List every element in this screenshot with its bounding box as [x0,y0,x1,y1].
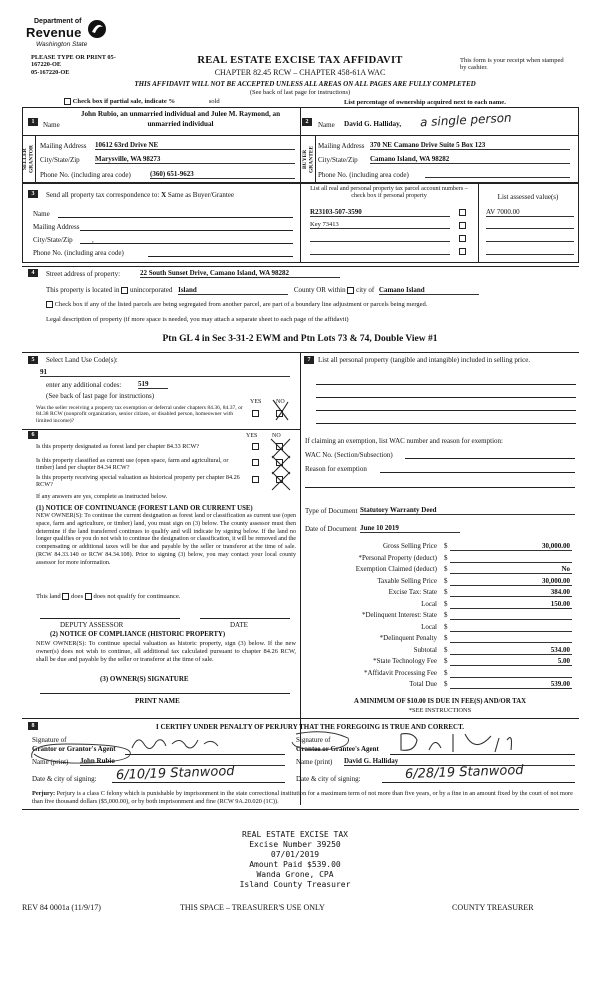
subtotal-value[interactable]: 534.00 [450,646,572,655]
treasurer-only-label: THIS SPACE – TREASURER'S USE ONLY [180,903,325,912]
exemption-claim-label: If claiming an exemption, list WAC number and reason for exemption: [305,437,503,445]
correspondence-phone-label: Phone No. (including area code) [33,249,124,257]
delinquent-interest-local-value[interactable] [450,623,572,632]
legal-description-field[interactable]: Ptn GL 4 in Sec 3-31-2 EWM and Ptn Lots 73 & 74, Double View #1 [162,334,438,344]
see-back-note: (See back of last page for instructions) [249,89,351,96]
buyer-city-label: City/State/Zip [318,156,358,164]
buyer-name-label: Name [318,121,335,129]
qualify-row [36,593,180,601]
parcel-1[interactable]: R23103-507-3590 [310,208,450,217]
county-field[interactable]: Island [178,286,288,295]
section-7-number: 7 [304,356,314,364]
grantee-name-label: Name (print) [296,758,333,766]
print-name-label: PRINT NAME [135,697,180,705]
revenue-wordmark: Revenue [26,25,82,40]
exemption-claimed-row: Exemption Claimed (deduct) $ No [355,565,570,573]
assessed-4[interactable] [486,247,574,255]
perjury-label: Perjury: [32,790,56,797]
minimum-fee-note: A MINIMUM OF $10.00 IS DUE IN FEE(S) AND/OR TAX [353,698,527,705]
ownership-note: List percentage of ownership acquired next to each name. [344,99,506,106]
treasurer-stamp [175,830,415,890]
seller-grantor-label: SELLER GRANTOR [22,145,35,174]
buyer-handwritten-status: a single person [419,110,512,130]
delinquent-penalty-value[interactable] [450,634,572,643]
seller-name-field[interactable]: John Rubio, an unmarried individual and Julee M. Raymond, an unmarried individual [80,110,281,128]
washington-state-text: Washington State [36,41,88,48]
county-treasurer-label: COUNTY TREASURER [452,903,534,912]
unincorporated-label: unincorporated [129,286,173,294]
city-field[interactable]: Camano Island [379,286,479,295]
land-use-field[interactable]: 91 [40,368,290,377]
parcel-4-personal-checkbox[interactable] [459,248,466,255]
doc-type-label: Type of Document [305,507,358,515]
parcel-4[interactable] [310,247,450,255]
seller-mailing-label: Mailing Address [40,142,87,150]
reference-number: 05-167220-OE [31,69,70,76]
delinquent-penalty-row: *Delinquent Penalty $ [322,634,572,645]
exemption-yes-checkbox[interactable] [252,410,259,417]
assessed-3[interactable] [486,234,574,242]
yes-header-6: YES [246,433,258,439]
correspondence-city-label: City/State/Zip [33,236,73,244]
owner-signature-label: (3) OWNER(S) SIGNATURE [100,675,189,683]
no-header-5: NO [276,399,285,405]
form-number: REV 84 0001a (11/9/17) [22,903,101,912]
section-5-number: 5 [28,356,38,364]
partial-sale-row [64,98,584,107]
total-due-row: Total Due $ 539.00 [409,680,570,688]
buyer-phone-field[interactable] [425,170,570,178]
delinquent-interest-local-row: Local $ [322,623,572,634]
section-6-number: 6 [28,431,38,439]
taxable-selling-value[interactable]: 30,000.00 [450,577,572,586]
buyer-mailing-label: Mailing Address [318,142,365,150]
forest-question: Is this property designated as forest land per chapter 84.33 RCW? [36,443,200,450]
buyer-name-field[interactable]: David G. Halliday, [344,120,402,128]
exemption-no-checkmark [270,398,292,424]
assessed-1[interactable]: AV 7000.00 [486,208,574,217]
dept-of-text: Department of [34,18,82,25]
doc-date-label: Date of Document [305,525,357,533]
correspondence-row [46,191,296,199]
excise-local-row: Local $ 150.00 [421,599,570,608]
grantee-date-label: Date & city of signing: [296,775,361,783]
historical-question: Is this property receiving special valuation as historical property per chapter 84.26 RCW? [36,474,240,489]
same-as-label: Same as Buyer/Grantee [167,191,234,199]
located-label: This property is located in [46,286,120,294]
processing-fee-value[interactable] [450,669,572,678]
section-1-number: 1 [28,118,38,126]
section-4-number: 4 [28,269,38,277]
form-subtitle: CHAPTER 82.45 RCW – CHAPTER 458-61A WAC [214,68,386,77]
reason-label: Reason for exemption [305,465,367,473]
correspondence-name-label: Name [33,210,50,218]
historical-yes-checkbox[interactable] [252,476,259,483]
grantee-name-field[interactable]: David G. Halliday [344,757,575,766]
unincorporated-checkbox[interactable] [121,287,128,294]
notice-compliance-body: NEW OWNER(S): To continue special valuation as historic property, sign (3) below. If the new owner(s) does not wish to continue, all additional tax calculated pursuant to chapter 84.26 RCW, shall be due and payable by the seller or transferor at the time of sale. [36,640,296,663]
stamp-treasurer-title: Island County Treasurer [239,880,351,889]
grantor-name-field[interactable]: John Rubio [80,757,285,766]
stamp-treasurer-name: Wanda Grone, CPA [256,870,334,879]
perjury-text: Perjury is a class C felony which is punishable by imprisonment in the state correctional institution for a maximum term of not more than five years, or by a fine in an amount fixed by the court of not more than five thousand dollars ($5,000.00), or by both imprisonment and fine (RCW 9A.20.020 (1C)). [32,790,573,805]
sold-label: sold [208,98,220,106]
county-label: County OR within [293,286,346,294]
personal-property-value[interactable] [450,554,572,563]
grantee-signature [395,730,535,756]
current-use-yes-checkbox[interactable] [252,459,259,466]
forest-yes-checkbox[interactable] [252,443,259,450]
section-2-number: 2 [302,118,312,126]
this-land-label: This land [36,593,61,601]
buyer-mailing-field[interactable]: 370 NE Camano Drive Suite 5 Box 123 [370,141,570,150]
perjury-row [32,790,577,806]
street-label: Street address of property: [46,270,121,278]
see-back-5: (See back of last page for instructions) [46,392,155,400]
notice-continuance-body: NEW OWNER(S): To continue the current designation as forest land or classification as current use (open space, farm and agriculture, or timber) land, you must sign on (3) below. The county assessor must then determine if the land transferred continues to qualify and will indicate by signing below. If the land no longer qualifies or you do not wish to continue the designation or classification, it will be removed and the compensating or additional taxes will be due and payable by the seller or transferor at the time of sale. (RCW 84.33.140 or RCW 84.34.108). Prior to signing (3) below, you may contact your local county assessor for more information. [36,513,296,566]
segregated-row [46,301,576,308]
parcel-3[interactable] [310,234,450,242]
current-use-question: Is this property classified as current use (open space, farm and agricultural, or timber) land per chapter 84.34 RCW? [36,457,229,472]
grantee-sig-of: Signature of [296,736,331,744]
personal-property-label: List all personal property (tangible and intangible) included in selling price. [318,356,531,364]
does-not-checkbox[interactable] [85,593,92,600]
parcel-3-personal-checkbox[interactable] [459,235,466,242]
grantor-signature [128,732,278,754]
see-instructions-note: *SEE INSTRUCTIONS [408,707,472,714]
correspondence-label: Send all property tax correspondence to: [46,191,160,199]
section-8-number: 8 [28,722,38,730]
assessed-2[interactable] [486,221,574,229]
grantor-date-handwritten: 6/10/19 Stanwood [115,763,235,784]
wac-label: WAC No. (Section/Subsection) [305,451,393,459]
total-due-value[interactable]: 539.00 [450,680,572,689]
subtotal-row: Subtotal $ 534.00 [413,645,570,654]
city-of-label: city of [356,286,375,294]
stamp-amount-paid: Amount Paid $539.00 [249,860,341,869]
gross-selling-row: Gross Selling Price $ 30,000.00 [382,542,570,550]
processing-fee-row: *Affidavit Processing Fee $ [322,669,572,680]
grantee-date-handwritten: 6/28/19 Stanwood [404,762,524,783]
same-as-mark[interactable]: X [161,191,167,199]
gross-selling-value[interactable]: 30,000.00 [450,542,572,551]
grantor-date-label: Date & city of signing: [32,775,97,783]
stamp-excise-number: Excise Number 39250 [249,840,341,849]
parcel-2-personal-checkbox[interactable] [459,222,466,229]
tax-calculation [322,542,572,692]
form-title: REAL ESTATE EXCISE TAX AFFIDAVIT [197,55,403,66]
personal-property-row: *Personal Property (deduct) $ [322,554,572,565]
does-checkbox[interactable] [62,593,69,600]
parcel-1-personal-checkbox[interactable] [459,209,466,216]
no-header-6: NO [272,433,281,439]
excise-state-row: Excise Tax: State $ 384.00 [388,588,570,596]
stamp-line-1: REAL ESTATE EXCISE TAX [242,830,348,839]
delinquent-interest-state-row: *Delinquent Interest: State $ [322,611,572,622]
exemption-question: Was the seller receiving a property tax exemption or deferral under chapters 84.36, 84.37, or 84.38 RCW (nonprofit organization, senior citizen, or disabled person, homeowner with limited income)? [36,405,243,424]
deputy-assessor-label: DEPUTY ASSESSOR [60,621,124,629]
excise-state-value[interactable]: 384.00 [450,588,572,597]
correspondence-city-field[interactable]: , [92,236,94,244]
seller-name-label: Name [43,121,60,129]
city-checkbox[interactable] [347,287,354,294]
legal-description-label: Legal description of property (if more space is needed, you may attach a separate sheet to each page of the affidavit) [46,316,349,323]
does-label: does [71,593,84,601]
seller-mailing-field[interactable]: 10612 63rd Drive NE [95,141,295,150]
grantee-agent-label: Grantee or Grantee's Agent [296,745,379,753]
taxable-selling-row: Taxable Selling Price $ 30,000.00 [377,576,570,585]
grantor-sig-of: Signature of [32,736,67,744]
technology-fee-row: *State Technology Fee $ 5.00 [373,657,570,665]
parcel-header: List all real and personal property tax parcel account numbers – check box if personal property [310,185,468,200]
parcel-2[interactable]: Key 73413 [310,221,450,229]
notice-compliance-title: (2) NOTICE OF COMPLIANCE (HISTORIC PROPERTY) [50,631,226,638]
seller-city-label: City/State/Zip [40,156,80,164]
notice-continuance-title: (1) NOTICE OF CONTINUANCE (FOREST LAND OR CURRENT USE) [36,505,253,512]
seller-city-field[interactable]: Marysville, WA 98273 [95,155,295,164]
type-or-print: PLEASE TYPE OR PRINT 05-167220-OE [31,54,116,69]
buyer-phone-label: Phone No. (including area code) [318,171,409,179]
grantor-name-label: Name (print) [32,758,69,766]
exemption-claimed-value[interactable]: No [450,565,572,574]
seller-phone-label: Phone No. (including area code) [40,171,131,179]
dor-logo [22,18,117,52]
segregated-label: Check box if any of the listed parcels are being segregated from another parcel, are part of a boundary line adjustment or parcels being merged. [54,301,428,308]
excise-local-value[interactable]: 150.00 [450,600,572,609]
correspondence-mailing-label: Mailing Address [33,223,80,231]
doc-date-field[interactable]: June 10 2019 [360,524,460,533]
warning-text: THIS AFFIDAVIT WILL NOT BE ACCEPTED UNLESS ALL AREAS ON ALL PAGES ARE FULLY COMPLETED [134,80,476,88]
does-not-label: does not qualify for continuance. [93,593,181,601]
doc-type-field[interactable]: Statutory Warranty Deed [360,506,575,515]
if-yes-note: If any answers are yes, complete as instructed below. [36,493,168,500]
additional-codes-field[interactable]: 519 [138,380,168,389]
assessed-header: List assessed value(s) [497,193,559,201]
technology-fee-value[interactable]: 5.00 [450,657,572,666]
partial-sale-checkbox[interactable] [64,98,71,105]
grantee-circle-mark [286,730,356,752]
partial-sale-label: Check box if partial sale, indicate % [72,98,176,106]
assessor-date-label: DATE [230,621,248,629]
stamp-date: 07/01/2019 [270,850,320,859]
street-address-field[interactable]: 22 South Sunset Drive, Camano Island, WA 98282 [140,269,340,278]
grantor-agent-label: Grantor or Grantor's Agent [32,745,116,753]
segregated-checkbox[interactable] [46,301,53,308]
section-6-no-marks [268,436,294,492]
dor-logo-icon [86,19,108,39]
yes-header-5: YES [250,399,262,405]
additional-codes-label: enter any additional codes: [46,381,122,389]
buyer-city-field[interactable]: Camano Island, WA 98282 [370,155,570,164]
certify-statement: I CERTIFY UNDER PENALTY OF PERJURY THAT THE FOREGOING IS TRUE AND CORRECT. [155,723,464,731]
buyer-grantee-label: BUYER GRANTEE [302,145,315,173]
section-3-number: 3 [28,190,38,198]
receipt-note: This form is your receipt when stamped by cashier. [460,57,564,72]
land-use-label: Select Land Use Code(s): [46,356,118,364]
location-row [46,286,576,295]
delinquent-interest-state-value[interactable] [450,611,572,620]
seller-phone-field[interactable]: (360) 651-9623 [150,170,295,179]
